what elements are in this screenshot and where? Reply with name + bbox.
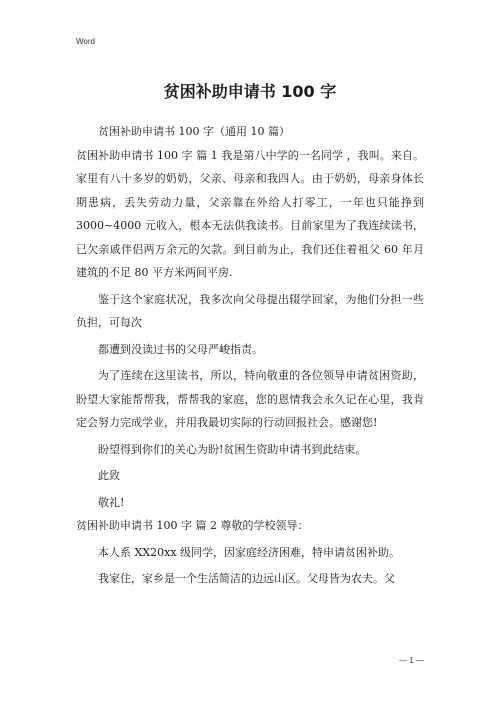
paragraph: 为了连续在这里读书，所以，特向敬重的各位领导申请贫困资助，盼望大家能帮帮我，帮帮我的家庭，您的恩情我会永久记在心里，我肯定会努力完成学业，并用我最切实际的行动回报社会。感谢您! <box>76 369 424 429</box>
document-body <box>76 120 424 591</box>
paragraph: 贫困补助申请书 100 字 篇 1 我是第八中学的一名同学 ，我叫。来自。家里有八十多岁的奶奶，父亲、母亲和我四人。由于奶奶，母亲身体长期患病，丢失劳动力量，父亲靠在外给人打零工，一年也只能挣到 3000~4000 元收入，根本无法供我读书。目前家里为了我连续读书，已欠亲戚伴侣两万余元的欠款。到目前为止，我们还住着祖父 60 年月建筑的不足 80 平方米两间平房. <box>76 148 424 279</box>
paragraph: 此致 <box>98 469 120 482</box>
paragraph: 我家住，家乡是一个生活简洁的边远山区。父母皆为农夫。父 <box>98 572 395 585</box>
paragraph: 鉴于这个家庭状况，我多次向父母提出辍学回家，为他们分担一些负担，可每次 <box>76 292 424 329</box>
paragraph: 敬礼! <box>98 495 125 509</box>
header-label: Word <box>76 37 95 46</box>
page-number: — 1 — <box>399 656 424 665</box>
paragraph: 贫困补助申请书 100 字 篇 2 尊敬的学校领导： <box>76 519 309 532</box>
paragraph: 盼望得到你们的关心为盼!贫困生资助申请书到此结束。 <box>98 442 367 456</box>
paragraph: 本人系 XX20xx 级同学，因家庭经济困难，特申请贫困补助。 <box>98 545 401 559</box>
paragraph: 贫困补助申请书 100 字（通用 10 篇） <box>98 125 290 138</box>
document-title: 贫困补助申请书 100 字 <box>163 82 337 101</box>
paragraph: 都遭到没读过书的父母严峻指责。 <box>98 342 263 356</box>
